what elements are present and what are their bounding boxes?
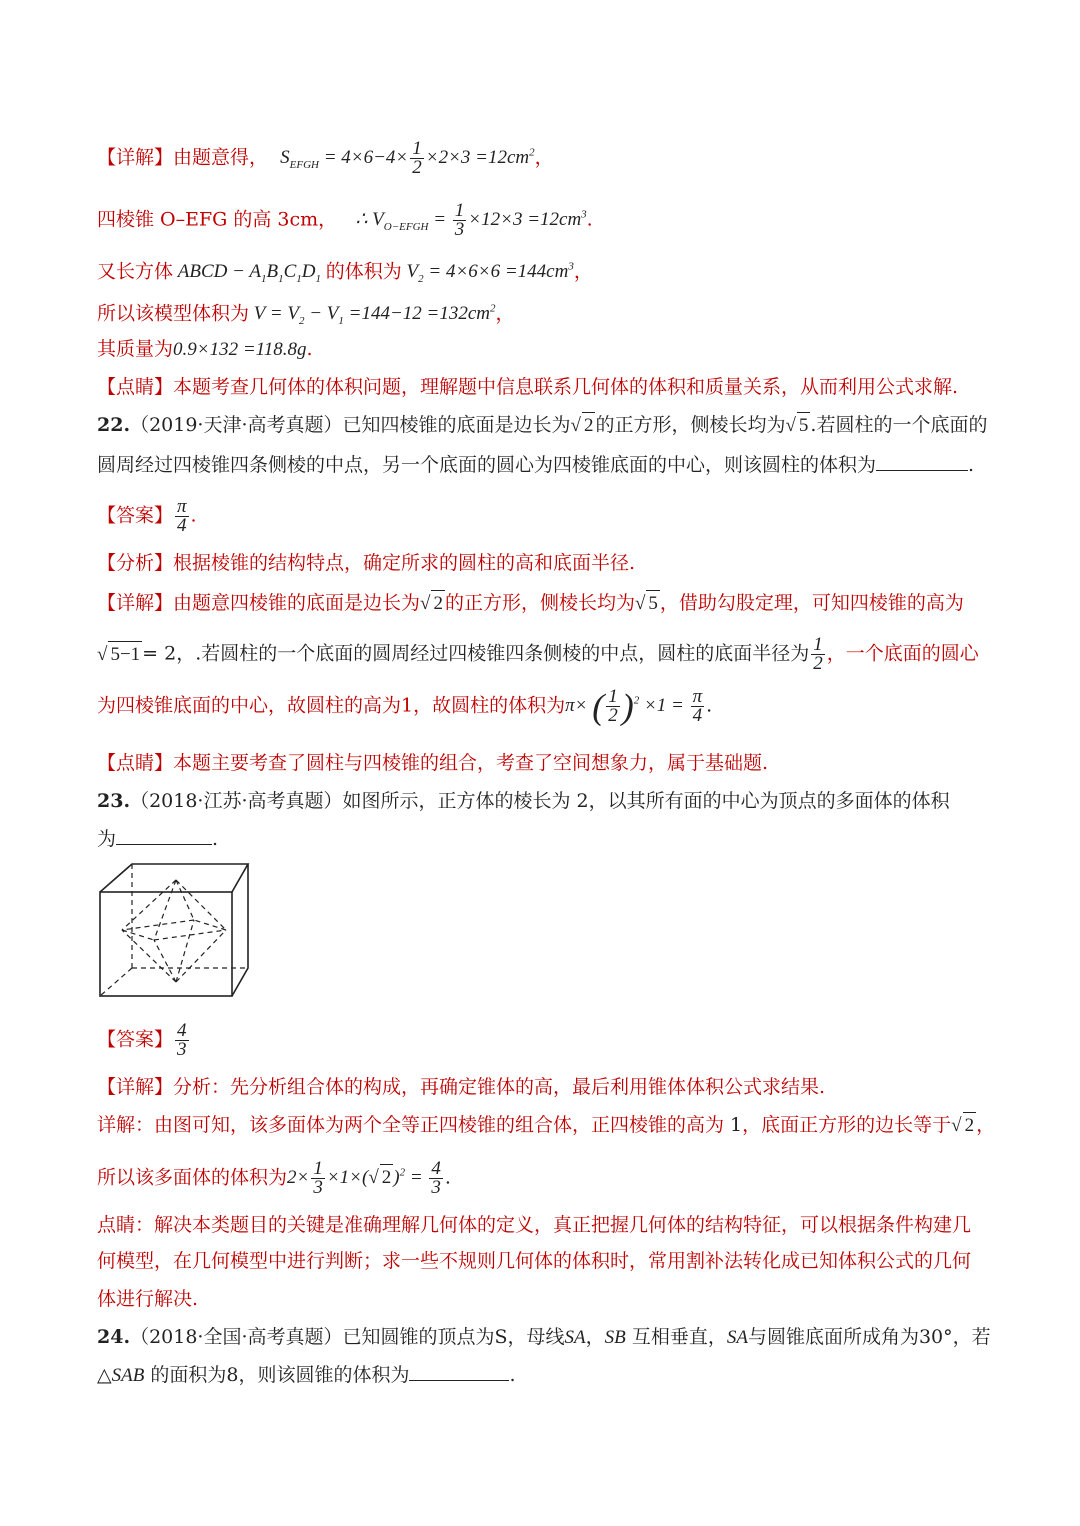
q23-detail-line-1: 【详解】分析：先分析组合体的构成，再确定锥体的高，最后利用锥体体积公式求结果. <box>97 1076 826 1098</box>
q21-detail-line-5: 其质量为0.9×132 =118.8g. <box>97 338 313 360</box>
q22-stem-line-2: 圆周经过四棱锥四条侧棱的中点，另一个底面的圆心为四棱锥底面的中心，则该圆柱的体积为 . <box>97 454 975 476</box>
q23-detail-line-2: 详解：由图可知，该多面体为两个全等正四棱锥的组合体，正四棱锥的高为 1，底面正方形的边长等于√ 2 ， <box>97 1112 995 1139</box>
q23-insight-line-1: 点睛：解决本类题目的关键是准确理解几何体的定义，真正把握几何体的结构特征，可以根据条件构建几 <box>97 1214 972 1236</box>
q24-stem-line-1: 24.（2018·全国·高考真题）已知圆锥的顶点为S，母线SA，SB 互相垂直，SA与圆锥底面所成角为30°，若 <box>97 1326 991 1348</box>
q22-detail-line-2: √ 5−1 = 2，.若圆柱的一个底面的圆周经过四棱锥四条侧棱的中点，圆柱的底面半径为 $\frac{1}{2}$ ，一个底面的圆心 <box>97 634 979 674</box>
q23-insight-line-3: 体进行解决. <box>97 1288 199 1310</box>
answer-blank <box>116 826 212 845</box>
detail-tag: 【详解】 <box>97 146 174 169</box>
q23-detail-line-3: 所以该多面体的体积为2× $\frac{1}{3}$ ×1×(√ 2 )$^2$ = $\frac{4}{3}$ . <box>97 1158 451 1199</box>
q21-insight: 【点睛】本题考查几何体的体积问题，理解题中信息联系几何体的体积和质量关系，从而利用公式求解. <box>97 376 959 398</box>
cube-top-face <box>100 864 248 892</box>
q23-insight-line-2: 何模型，在几何模型中进行判断；求一些不规则几何体的体积时，常用割补法转化成已知体积公式的几何 <box>97 1250 972 1272</box>
q23-stem-line-1: 23.（2018·江苏·高考真题）如图所示，正方体的棱长为 2，以其所有面的中心为顶点的多面体的体积 <box>97 790 950 812</box>
q22-insight: 【点睛】本题主要考查了圆柱与四棱锥的组合，考查了空间想象力，属于基础题. <box>97 752 769 774</box>
q22-stem-line-1: 22.（2019·天津·高考真题）已知四棱锥的底面是边长为√ 2 的正方形，侧棱长均为√ 5 .若圆柱的一个底面的 <box>97 412 987 439</box>
q22-detail-line-1: 【详解】由题意四棱锥的底面是边长为√ 2 的正方形，侧棱长均为√ 5 ，借助勾股定理，可知四棱锥的高为 <box>97 590 964 617</box>
q21-detail-line-4: 所以该模型体积为 $V = V_2 - V_1 =144-12 =132cm^2$， <box>97 302 515 328</box>
q21-detail-line-3: 又长方体 ABCD − $A_1B_1C_1D_1$ 的体积为 $V_2 = 4\times 6\times 6 =144cm^3$， <box>97 260 593 286</box>
q21-detail-line-2: 四棱锥 O–EFG 的高 3cm， ∴ $V_{O-EFGH}$ = $\frac{1}{3}$ $\times 12\times 3 =12cm^3$. <box>97 200 593 241</box>
q23-answer: 【答案】 $\frac{4}{3}$ <box>97 1020 187 1060</box>
q22-detail-line-3: 为四棱锥底面的中心，故圆柱的高为1，故圆柱的体积为π× ( $\frac{1}{2}$ )$^2$ ×1 = $\frac{\pi}{4}$ . <box>97 686 713 727</box>
q23-stem-line-2: 为 . <box>97 828 219 850</box>
cube-right-edge <box>232 864 248 996</box>
answer-blank <box>876 452 968 471</box>
q21-detail-line-1: 【详解】由题意得， $S_{EFGH} = 4\times 6-4\times$ $\frac{1}{2}$ $\times 2\times 3 =12cm^2$， <box>97 138 554 179</box>
answer-blank <box>409 1362 509 1381</box>
volume-formula-1: ∴ $V_{O-EFGH}$ = $\frac{1}{3}$ $\times 12\times 3 =12cm^3$ <box>355 200 587 241</box>
cube-octahedron-figure <box>96 860 252 1002</box>
q22-analysis: 【分析】根据棱锥的结构特点，确定所求的圆柱的高和底面半径. <box>97 552 636 574</box>
q24-stem-line-2: △SAB 的面积为8，则该圆锥的体积为 . <box>97 1364 516 1386</box>
area-formula: $S_{EFGH} = 4\times 6-4\times$ $\frac{1}{2}$ $\times 2\times 3 =12cm^2$ <box>280 138 535 179</box>
q22-answer: 【答案】 $\frac{\pi}{4}$ . <box>97 496 197 536</box>
